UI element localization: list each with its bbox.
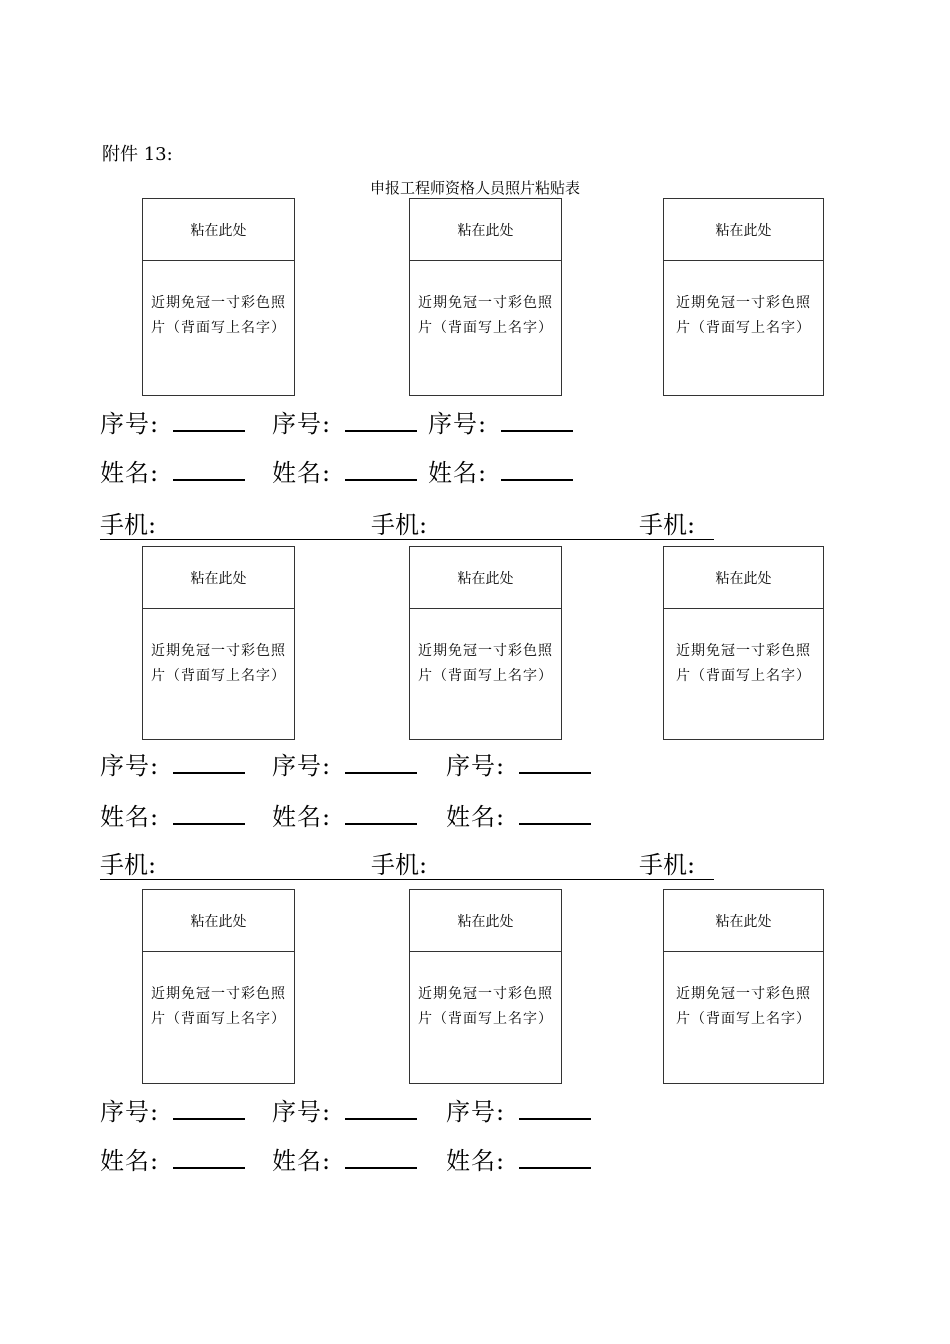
photo-box-instruction: 近期免冠一寸彩色照片（背面写上名字）	[418, 986, 553, 1027]
serial-blank[interactable]	[345, 1094, 417, 1120]
serial-blank[interactable]	[173, 406, 245, 432]
name-label: 姓名:	[272, 803, 332, 831]
name-blank[interactable]	[345, 799, 417, 825]
phone-label: 手机:	[100, 851, 157, 879]
name-field	[446, 797, 591, 832]
name-field	[100, 453, 245, 488]
name-label: 姓名:	[272, 459, 332, 487]
serial-blank[interactable]	[519, 1094, 591, 1120]
name-blank[interactable]	[173, 1143, 245, 1169]
serial-blank[interactable]	[345, 406, 417, 432]
phone-label: 手机:	[371, 511, 428, 539]
photo-box-instruction: 近期免冠一寸彩色照片（背面写上名字）	[676, 295, 811, 336]
attachment-label: 附件 13:	[102, 144, 173, 165]
serial-blank[interactable]	[501, 406, 573, 432]
name-label: 姓名:	[446, 1147, 506, 1175]
photo-box-header: 粘在此处	[143, 890, 294, 952]
phone-label: 手机:	[639, 851, 696, 879]
page-title: 申报工程师资格人员照片粘贴表	[369, 179, 580, 197]
serial-field	[446, 1092, 591, 1127]
name-label: 姓名:	[446, 803, 506, 831]
name-blank[interactable]	[345, 1143, 417, 1169]
name-field	[446, 1141, 591, 1176]
photo-box-instruction: 近期免冠一寸彩色照片（背面写上名字）	[676, 643, 811, 684]
photo-box	[663, 198, 824, 396]
name-label: 姓名:	[100, 1147, 160, 1175]
serial-label: 序号:	[100, 1098, 160, 1126]
photo-box-header: 粘在此处	[664, 547, 823, 609]
photo-box-header: 粘在此处	[143, 199, 294, 261]
photo-box	[409, 546, 562, 740]
photo-box	[142, 198, 295, 396]
name-field	[100, 797, 245, 832]
name-blank[interactable]	[173, 455, 245, 481]
phone-label: 手机:	[639, 511, 696, 539]
name-label: 姓名:	[100, 803, 160, 831]
photo-box-header: 粘在此处	[143, 547, 294, 609]
serial-label: 序号:	[272, 1098, 332, 1126]
photo-box	[142, 889, 295, 1084]
photo-box-header: 粘在此处	[410, 890, 561, 952]
serial-label: 序号:	[446, 752, 506, 780]
serial-label: 序号:	[428, 410, 488, 438]
photo-box-instruction: 近期免冠一寸彩色照片（背面写上名字）	[418, 295, 553, 336]
serial-label: 序号:	[272, 752, 332, 780]
photo-box	[142, 546, 295, 740]
serial-field	[272, 746, 417, 781]
photo-box-instruction: 近期免冠一寸彩色照片（背面写上名字）	[151, 295, 286, 336]
serial-field	[272, 404, 417, 439]
name-field	[428, 453, 573, 488]
name-field	[272, 797, 417, 832]
serial-label: 序号:	[100, 752, 160, 780]
serial-field	[100, 746, 245, 781]
phone-label: 手机:	[100, 511, 157, 539]
serial-field	[446, 746, 591, 781]
photo-box-instruction: 近期免冠一寸彩色照片（背面写上名字）	[151, 986, 286, 1027]
name-label: 姓名:	[272, 1147, 332, 1175]
name-blank[interactable]	[501, 455, 573, 481]
photo-box-instruction: 近期免冠一寸彩色照片（背面写上名字）	[151, 643, 286, 684]
photo-box-instruction: 近期免冠一寸彩色照片（背面写上名字）	[418, 643, 553, 684]
name-blank[interactable]	[519, 1143, 591, 1169]
serial-label: 序号:	[100, 410, 160, 438]
photo-box	[663, 889, 824, 1084]
serial-label: 序号:	[272, 410, 332, 438]
photo-box	[663, 546, 824, 740]
serial-field	[100, 1092, 245, 1127]
photo-box-header: 粘在此处	[664, 890, 823, 952]
name-label: 姓名:	[100, 459, 160, 487]
phone-row	[100, 505, 714, 540]
name-field	[100, 1141, 245, 1176]
serial-field	[272, 1092, 417, 1127]
name-label: 姓名:	[428, 459, 488, 487]
photo-box-header: 粘在此处	[664, 199, 823, 261]
serial-field	[428, 404, 573, 439]
photo-box	[409, 889, 562, 1084]
photo-box-header: 粘在此处	[410, 547, 561, 609]
serial-blank[interactable]	[519, 748, 591, 774]
serial-blank[interactable]	[173, 748, 245, 774]
name-blank[interactable]	[345, 455, 417, 481]
phone-label: 手机:	[371, 851, 428, 879]
photo-box-instruction: 近期免冠一寸彩色照片（背面写上名字）	[676, 986, 811, 1027]
name-blank[interactable]	[519, 799, 591, 825]
phone-row	[100, 845, 714, 880]
serial-label: 序号:	[446, 1098, 506, 1126]
serial-field	[100, 404, 245, 439]
name-field	[272, 1141, 417, 1176]
serial-blank[interactable]	[173, 1094, 245, 1120]
photo-box	[409, 198, 562, 396]
serial-blank[interactable]	[345, 748, 417, 774]
name-blank[interactable]	[173, 799, 245, 825]
photo-box-header: 粘在此处	[410, 199, 561, 261]
name-field	[272, 453, 417, 488]
